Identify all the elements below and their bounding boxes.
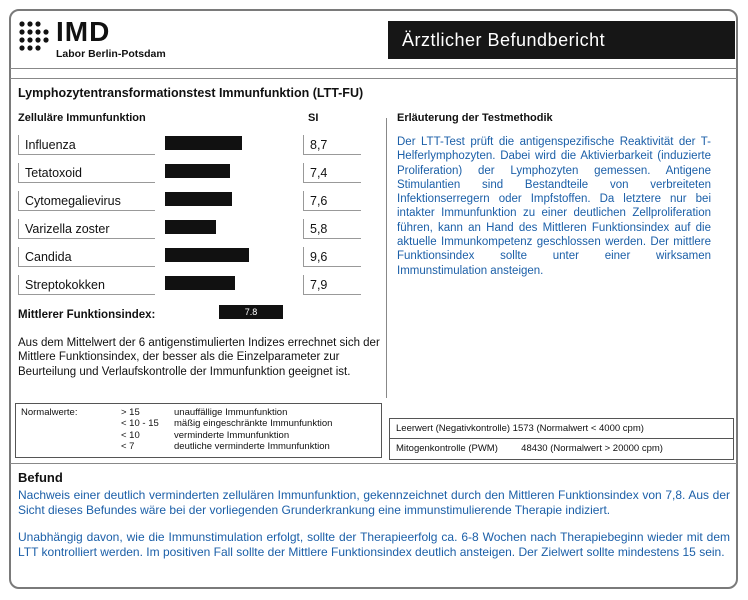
dot-grid-icon <box>18 20 50 52</box>
mitogen-value: 48430 (Normalwert > 20000 cpm) <box>521 443 663 454</box>
si-bar-candida <box>165 248 249 262</box>
range-item: < 10 <box>121 429 140 441</box>
method-heading: Erläuterung der Testmethodik <box>397 112 553 124</box>
section-label: Zelluläre Immunfunktion <box>18 112 146 124</box>
mitogen-box <box>389 439 734 460</box>
befund-paragraph-2: Unabhängig davon, wie die Immunstimulation erfolgt, sollte der Therapieerfolg ca. 6-8 Wochen nach Therapiebeginn wieder mit dem LTT kontrolliert werden. Im positiven Fall sollte der Mittlere Funktionsindex deutlich ansteigen. Der Zielwert sollte mindestens 15 sein. <box>18 530 730 559</box>
si-value-varizella: 5,8 <box>303 219 361 239</box>
header-divider <box>10 68 737 69</box>
mfi-value-bar: 7.8 <box>219 305 283 319</box>
row-label-varizella: Varizella zoster <box>18 219 155 239</box>
method-text: Der LTT-Test prüft die antigenspezifische Reaktivität der T-Helferlymphozyten. Dabei wird die Aktivierbarkeit (induzierte Proliferation) der Lymphozyten gemessen. Antigene Stimulantien sind Bestandteile von verbreiteten Infektionserregern oder Impfstoffen. Da letztere nur bei intakter Immunfunktion zu einer deutlichen Zellproliferation führen, kann an Hand des Mittleren Funktionsindex auf die aktuelle Immunkompetenz geschlossen werden. Der mittlere Funktionsindex sollte unter einer wirksamen Immunstimulation ansteigen. <box>397 136 711 277</box>
si-value-tetatoxoid: 7,4 <box>303 163 361 183</box>
range-item: < 7 <box>121 441 135 453</box>
si-label: SI <box>308 112 319 124</box>
meaning-item: unauffällige Immunfunktion <box>174 407 288 418</box>
brand-name: IMD <box>56 16 111 47</box>
si-value-streptokokken: 7,9 <box>303 275 361 295</box>
report-title: Ärztlicher Befundbericht <box>388 21 735 59</box>
leerwert-box: Leerwert (Negativkontrolle) 1573 (Normalwert < 4000 cpm) <box>389 418 734 439</box>
column-divider <box>386 118 387 398</box>
si-bar-tetatoxoid <box>165 164 230 178</box>
row-label-cytomegalievirus: Cytomegalievirus <box>18 191 155 211</box>
range-item: > 15 <box>121 407 140 418</box>
row-label-influenza: Influenza <box>18 135 155 155</box>
header-divider-2 <box>10 78 737 79</box>
si-value-candida: 9,6 <box>303 247 361 267</box>
befund-divider <box>10 463 737 464</box>
normal-ranges <box>121 407 159 453</box>
si-bar-streptokokken <box>165 276 235 290</box>
row-label-streptokokken: Streptokokken <box>18 275 155 295</box>
mfi-label: Mittlerer Funktionsindex: <box>18 309 156 321</box>
row-label-tetatoxoid: Tetatoxoid <box>18 163 155 183</box>
row-label-candida: Candida <box>18 247 155 267</box>
brand-subtitle: Labor Berlin-Potsdam <box>56 48 166 60</box>
meaning-item: mäßig eingeschränkte Immunfunktion <box>174 418 333 430</box>
normal-values-box <box>15 403 382 458</box>
si-bar-cytomegalievirus <box>165 192 232 206</box>
befund-heading: Befund <box>18 470 63 485</box>
normal-meanings <box>174 407 332 453</box>
si-value-cytomegalievirus: 7,6 <box>303 191 361 211</box>
mfi-explanation: Aus dem Mittelwert der 6 antigenstimulierten Indizes errechnet sich der Mittlere Funktionsindex, der besser als die Einzelparameter zur Beurteilung und Verlaufskontrolle der Immunfunktion geeignet ist. <box>18 337 380 378</box>
befund-paragraph-1: Nachweis einer deutlich verminderten zellulären Immunfunktion, gekennzeichnet durch den Mittleren Funktionsindex von 7,8. Aus der Sicht dieses Befundes wäre bei der vorliegenden Grunderkrankung eine immunstimulierende Therapie indiziert. <box>18 488 730 517</box>
mitogen-label: Mitogenkontrolle (PWM) <box>396 443 498 454</box>
range-item: < 10 - 15 <box>121 418 159 430</box>
si-value-influenza: 8,7 <box>303 135 361 155</box>
si-bar-varizella <box>165 220 216 234</box>
normal-values-label: Normalwerte: <box>21 407 78 418</box>
test-title: Lymphozytentransformationstest Immunfunktion (LTT-FU) <box>18 86 364 100</box>
si-bar-influenza <box>165 136 242 150</box>
meaning-item: verminderte Immunfunktion <box>174 429 290 441</box>
meaning-item: deutliche verminderte Immunfunktion <box>174 441 330 453</box>
